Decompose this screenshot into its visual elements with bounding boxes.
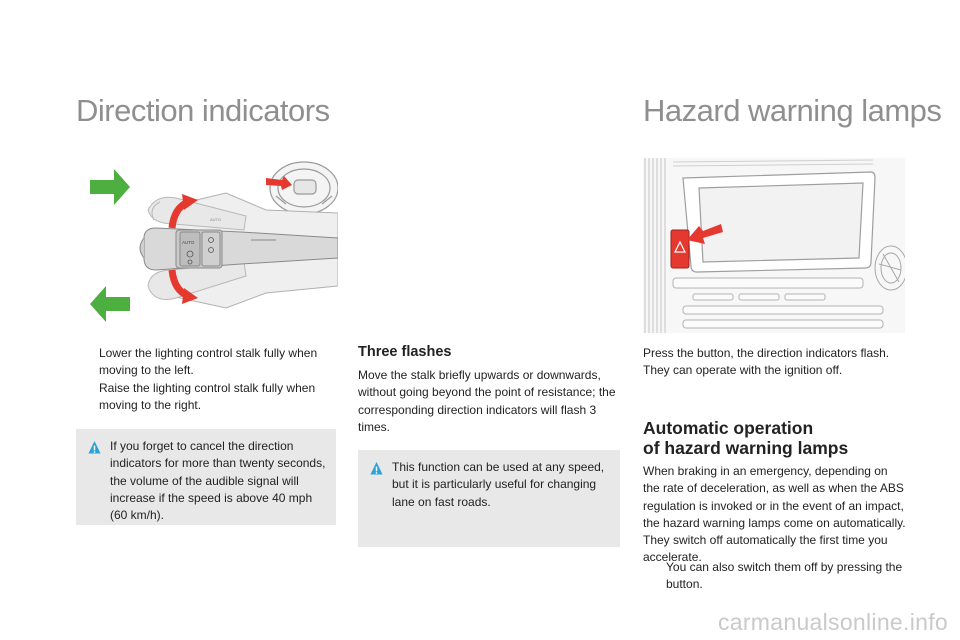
- list-item: [76, 380, 334, 414]
- heading-line-2: of hazard warning lamps: [643, 438, 849, 458]
- bullet-text: You can also switch them off by pressing the button.: [666, 560, 903, 591]
- page-title-direction-indicators: Direction indicators: [76, 93, 330, 128]
- watermark: carmanualsonline.info: [717, 609, 948, 635]
- heading-line-1: Automatic operation: [643, 418, 814, 438]
- list-item: [643, 559, 905, 593]
- green-right-arrow-icon: [90, 169, 130, 205]
- info-icon: [88, 441, 101, 454]
- note-text: If you forget to cancel the direction indicators for more than twenty seconds, the volume of the audible signal will increase if the speed is above 40 mph (60 km/h).: [110, 439, 326, 523]
- heading-automatic-operation: [643, 418, 848, 458]
- right-bullet-list: [643, 559, 905, 594]
- automatic-operation-paragraph: When braking in an emergency, depending on the rate of deceleration, as well as when the ABS regulation is invoked or in the event of an impact, the hazard warning lamps come on automatically. They switch off automatically the first time you accelerate.: [643, 464, 906, 565]
- ghost-stalk-auto-label: AUTO: [210, 217, 222, 222]
- hazard-button-icon: [671, 230, 689, 268]
- stalk-illustration: [76, 158, 338, 333]
- info-note-middle: [358, 450, 620, 547]
- green-left-arrow-icon: [90, 286, 130, 322]
- info-note-left: [76, 429, 336, 525]
- page-title-hazard-warning-lamps: Hazard warning lamps: [643, 93, 942, 128]
- note-text: This function can be used at any speed, but it is particularly useful for changing lane on fast roads.: [392, 460, 605, 509]
- bullet-text: Raise the lighting control stalk fully when moving to the right.: [99, 381, 316, 412]
- info-icon: [370, 462, 383, 475]
- dashboard-illustration: [643, 158, 905, 333]
- left-bullet-list: [76, 345, 334, 415]
- bullet-text: Lower the lighting control stalk fully when moving to the left.: [99, 346, 318, 377]
- three-flashes-paragraph: Move the stalk briefly upwards or downwards, without going beyond the point of resistance; the corresponding direction indicators will flash 3 times.: [358, 368, 616, 434]
- list-item: [76, 345, 334, 379]
- heading-three-flashes: Three flashes: [358, 344, 452, 360]
- steering-wheel-icon: [270, 162, 338, 214]
- hazard-paragraph: Press the button, the direction indicators flash. They can operate with the ignition off.: [643, 346, 890, 378]
- stalk-auto-label: AUTO: [182, 240, 195, 245]
